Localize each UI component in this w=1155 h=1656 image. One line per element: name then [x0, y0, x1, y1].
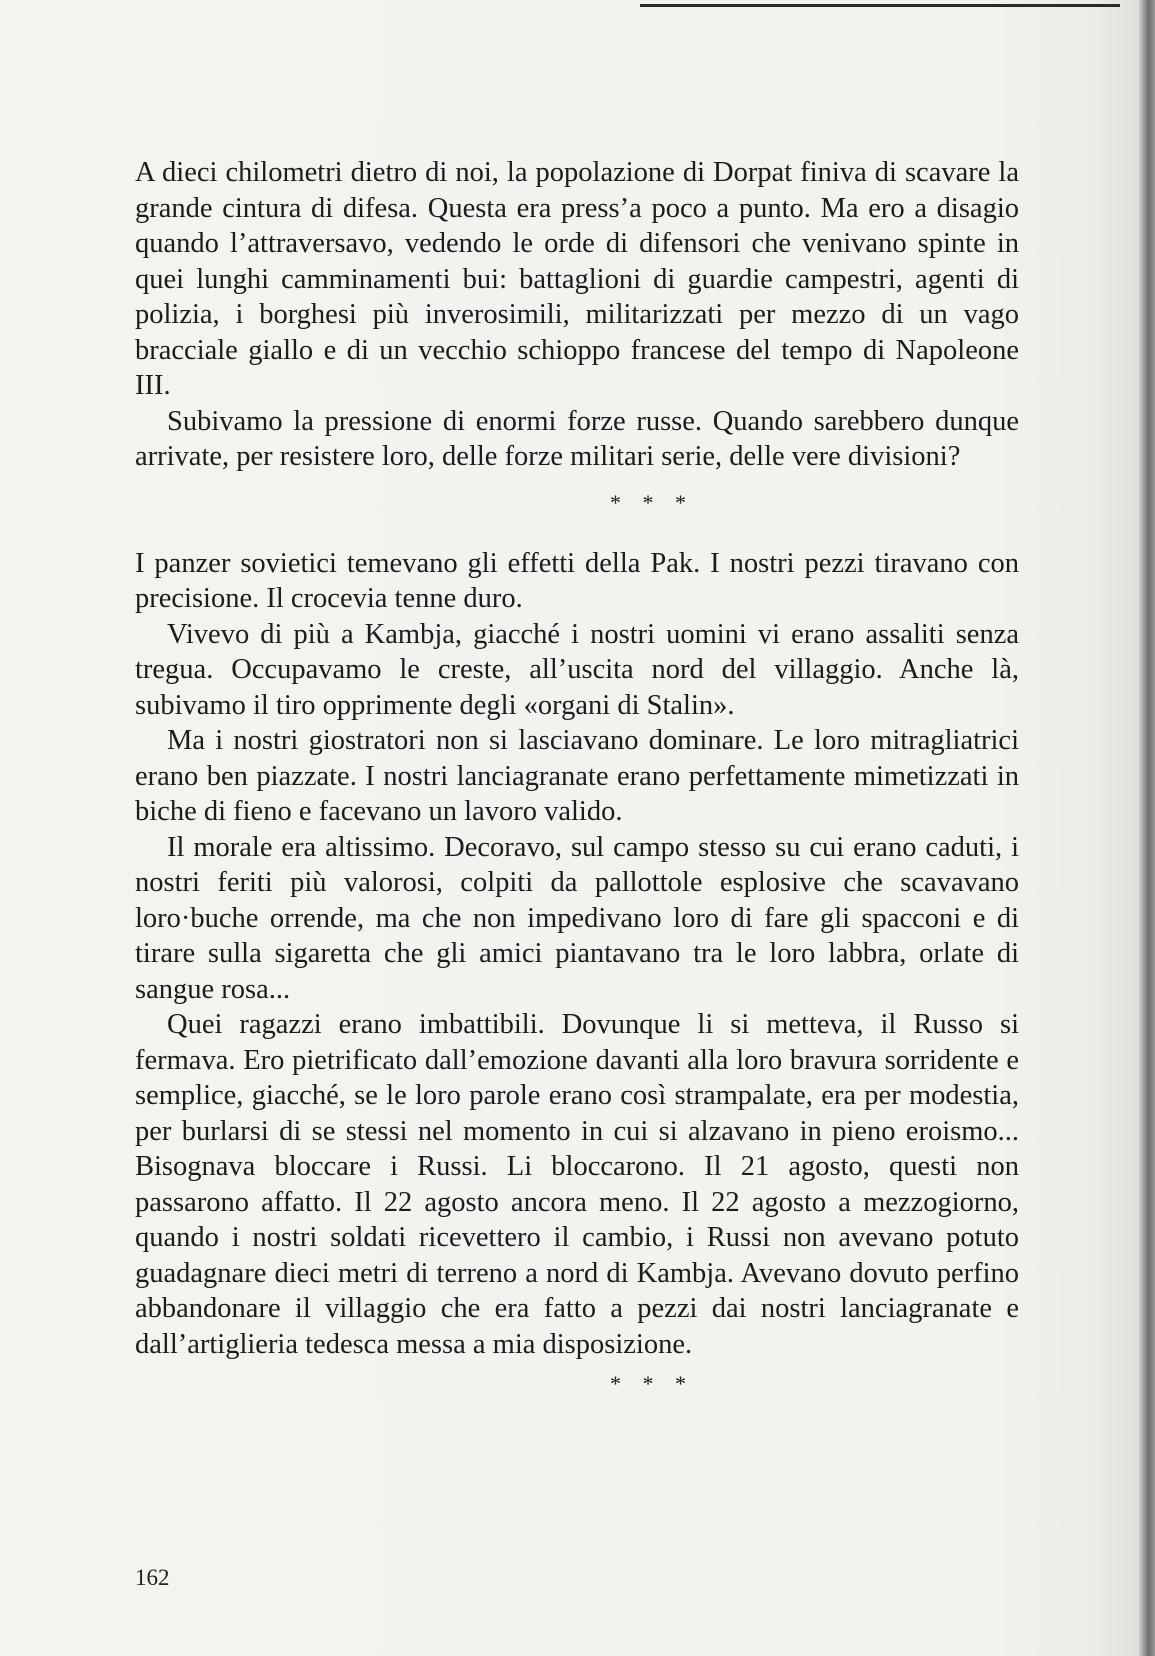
section-break: * * * — [610, 489, 694, 515]
paragraph-2: Subivamo la pressione di enormi forze russe. Quando sarebbero dunque arrivate, per resistere loro, delle forze militari serie, delle vere divisioni? — [135, 405, 1019, 472]
paragraph-6: Il morale era altissimo. Decoravo, sul campo stesso su cui erano caduti, i nostri feriti più valorosi, colpiti da pallottole esplosive che scavavano loro·buche orrende, ma che non impedivano loro di fare gli spacconi e di tirare sulla sigaretta che gli amici piantavano tra le loro labbra, orlate di sangue rosa... — [135, 831, 1019, 1005]
paragraph-3: I panzer sovietici temevano gli effetti della Pak. I nostri pezzi tiravano con precisione. Il crocevia tenne duro. — [135, 547, 1019, 614]
body-text — [135, 155, 1019, 1412]
paragraph-5: Ma i nostri giostratori non si lasciavano dominare. Le loro mitragliatrici erano ben piazzate. I nostri lanciagranate erano perfettamente mimetizzati in biche di fieno e facevano un lavoro valido. — [135, 725, 1019, 827]
paragraph-1: A dieci chilometri dietro di noi, la popolazione di Dorpat finiva di scavare la grande cintura di difesa. Questa era press’a poco a punto. Ma ero a disagio quando l’attraversavo, vedendo le orde di difensori che venivano spinte in quei lunghi camminamenti bui: battaglioni di guardie campestri, agenti di polizia, i borghesi più inverosimili, militarizzati per mezzo di un vago bracciale giallo e di un vecchio schioppo francese del tempo di Napoleone III. — [135, 157, 1019, 401]
top-rule-line — [640, 4, 1120, 7]
page-number: 162 — [135, 1565, 170, 1590]
paragraph-7: Quei ragazzi erano imbattibili. Dovunque li si metteva, il Russo si fermava. Ero pietrificato dall’emozione davanti alla loro bravura sorridente e semplice, giacché, se le loro parole erano così strampalate, era per modestia, per burlarsi di se stessi nel momento in cui si alzavano in pieno eroismo... Bisognava bloccare i Russi. Li bloccarono. Il 21 agosto, questi non passarono affatto. Il 22 agosto ancora meno. Il 22 agosto a mezzogiorno, quando i nostri soldati ricevettero il cambio, i Russi non avevano potuto guadagnare dieci metri di terreno a nord di Kambja. Avevano dovuto perfino abbandonare il villaggio che era fatto a pezzi dai nostri lanciagranate e dall’artiglieria tedesca messa a mia disposizione. — [135, 1009, 1019, 1360]
page-edge-shadow — [1139, 0, 1155, 1656]
final-section-break: * * * — [610, 1371, 694, 1396]
paragraph-4: Vivevo di più a Kambja, giacché i nostri uomini vi erano assaliti senza tregua. Occupavamo le creste, all’uscita nord del villaggio. Anche là, subivamo il tiro opprimente degli «organi di Stalin». — [135, 618, 1019, 721]
